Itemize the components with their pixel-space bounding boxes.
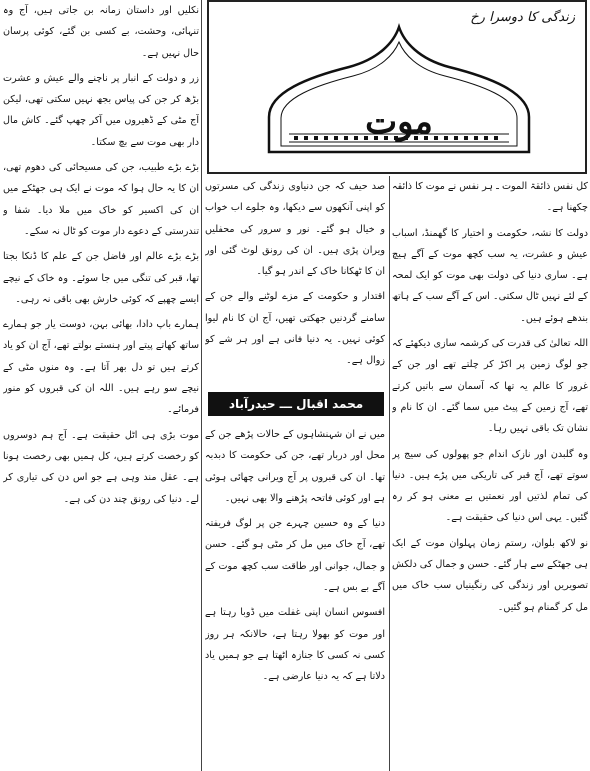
banner-tagline: زندگی کا دوسرا رخ bbox=[470, 10, 575, 25]
dome-illustration bbox=[249, 22, 549, 162]
paragraph: بڑے بڑے عالم اور فاضل جن کے علم کا ڈنکا بجتا تھا، قبر کی تنگی میں جا سوئے۔ وہ خاک کے نیچے ایسے چھپے کہ کوئی خارش بھی باقی نہ رہی۔ bbox=[3, 251, 199, 305]
paragraph: کل نفس ذائقۃ الموت ـ ہر نفس نے موت کا ذائقہ چکھنا ہے۔ bbox=[392, 181, 588, 214]
column-divider bbox=[201, 0, 202, 771]
article-banner bbox=[207, 0, 587, 174]
paragraph: صد حیف کہ جن دنیاوی زندگی کی مسرتوں کو اپنی آنکھوں سے دیکھا، وہ جلوے اب خواب و خیال ہو گئے۔ نور و سرور کی محفلیں ویران پڑی ہیں۔ ان کی رونق لوٹ گئی اور ان کا ٹھکانا خاک کے اندر ہو گیا۔ bbox=[205, 181, 385, 278]
article-column-middle-top bbox=[205, 176, 385, 390]
paragraph: موت بڑی ہی اٹل حقیقت ہے۔ آج ہم دوسروں کو رخصت کرتے ہیں، کل ہمیں بھی رخصت ہونا ہے۔ عقل مند وہی ہے جو اس دن کی تیاری کر لے۔ دنیا کی رونق چند دن کی ہے۔ bbox=[3, 429, 199, 505]
article-column-left bbox=[3, 0, 199, 771]
paragraph: دولت کا نشہ، حکومت و اختیار کا گھمنڈ، اسباب عیش و عشرت، یہ سب کچھ موت کے آگے ہیچ ہے۔ ساری دنیا کی دولت بھی موت کو ایک لمحہ کے لئے نہیں ٹال سکتی۔ اس کے آگے سب کے ہاتھ بندھے ہوئے ہیں۔ bbox=[392, 227, 588, 324]
banner-title: موت bbox=[365, 102, 433, 142]
paragraph: اللہ تعالیٰ کی قدرت کی کرشمہ سازی دیکھئے کہ جو لوگ زمین پر اکڑ کر چلتے تھے اور جن کے غرور کا عالم یہ تھا کہ آسمان سے باتیں کرتے تھے، آج زمین کے پیٹ میں سما گئے۔ ان کا نام و نشان تک باقی نہیں رہا۔ bbox=[392, 338, 588, 435]
article-column-middle-bottom bbox=[205, 424, 385, 771]
paragraph: بڑے بڑے طبیب، جن کی مسیحائی کی دھوم تھی، ان کا یہ حال ہوا کہ موت نے ایک ہی جھٹکے میں ان کی اکسیر کو خاک میں ملا دیا۔ شفا و تندرستی کے دعوے دار موت کو ٹال نہ سکے۔ bbox=[3, 162, 199, 237]
author-byline: محمد اقبال ـــ حیدرآباد bbox=[208, 392, 384, 416]
column-divider bbox=[389, 176, 390, 771]
paragraph: نکلیں اور داستان زمانہ بن جاتی ہیں، آج وہ تنہائی، وحشت، بے کسی بن گئے، کوئی پرسان حال نہیں ہے۔ bbox=[3, 5, 199, 59]
paragraph: وہ گلبدن اور نازک اندام جو پھولوں کی سیج پر سوتے تھے، آج قبر کی تاریکی میں پڑے ہیں۔ دنیا کی تمام لذتیں اور نعمتیں بے معنی ہو کر رہ گئیں۔ یہی اس دنیا کی حقیقت ہے۔ bbox=[392, 448, 588, 524]
paragraph: افسوس انسان اپنی غفلت میں ڈوبا رہتا ہے اور موت کو بھولا رہتا ہے، حالانکہ ہر روز کسی نہ کسی کا جنازہ اٹھتا ہے جو ہمیں یاد دلاتا ہے کہ یہ دنیا عارضی ہے۔ bbox=[205, 607, 385, 683]
paragraph: دنیا کے وہ حسین چہرے جن پر لوگ فریفتہ تھے، آج خاک میں مل کر مٹی ہو گئے۔ حسن و جمال، جوانی اور طاقت سب کچھ موت کے آگے بے بس ہے۔ bbox=[205, 518, 385, 594]
paragraph: زر و دولت کے انبار پر ناچنے والے عیش و عشرت بڑھ کر جن کی پیاس بجھ نہیں سکتی تھی، لیکن آج مٹی کے ڈھیروں میں آکر چھپ گئے۔ کاش مال دار بھی موت سے بچ سکتا۔ bbox=[3, 72, 199, 148]
paragraph: ہمارے باپ دادا، بھائی بہن، دوست یار جو ہمارے ساتھ کھاتے پیتے اور ہنستے بولتے تھے، آج ان کو یاد کرتے ہیں تو دل بھر آتا ہے۔ وہ منوں مٹی کے نیچے سو رہے ہیں۔ اللہ ان کی قبروں کو منور فرمائے۔ bbox=[3, 319, 199, 416]
article-column-right bbox=[392, 176, 588, 771]
paragraph: نو لاکھ بلوان، رستم زمان پہلوان موت کے ایک ہی جھٹکے سے ہار گئے۔ حسن و جمال کی دلکش تصویریں اور زندگی کی رنگینیاں سب خاک میں مل کر گمنام ہو گئیں۔ bbox=[392, 537, 588, 613]
paragraph: اقتدار و حکومت کے مزے لوٹنے والے جن کے سامنے گردنیں جھکتی تھیں، آج ان کا نام لیوا کوئی نہیں۔ یہ دنیا فانی ہے اور ہر شے کو زوال ہے۔ bbox=[205, 291, 385, 367]
paragraph: میں نے ان شہنشاہوں کے حالات پڑھے جن کے محل اور دربار تھے، جن کی حکومت کا دبدبہ تھا۔ ان کی قبروں پر آج ویرانی چھائی ہوئی ہے اور کوئی فاتحہ پڑھنے والا بھی نہیں۔ bbox=[205, 429, 385, 504]
